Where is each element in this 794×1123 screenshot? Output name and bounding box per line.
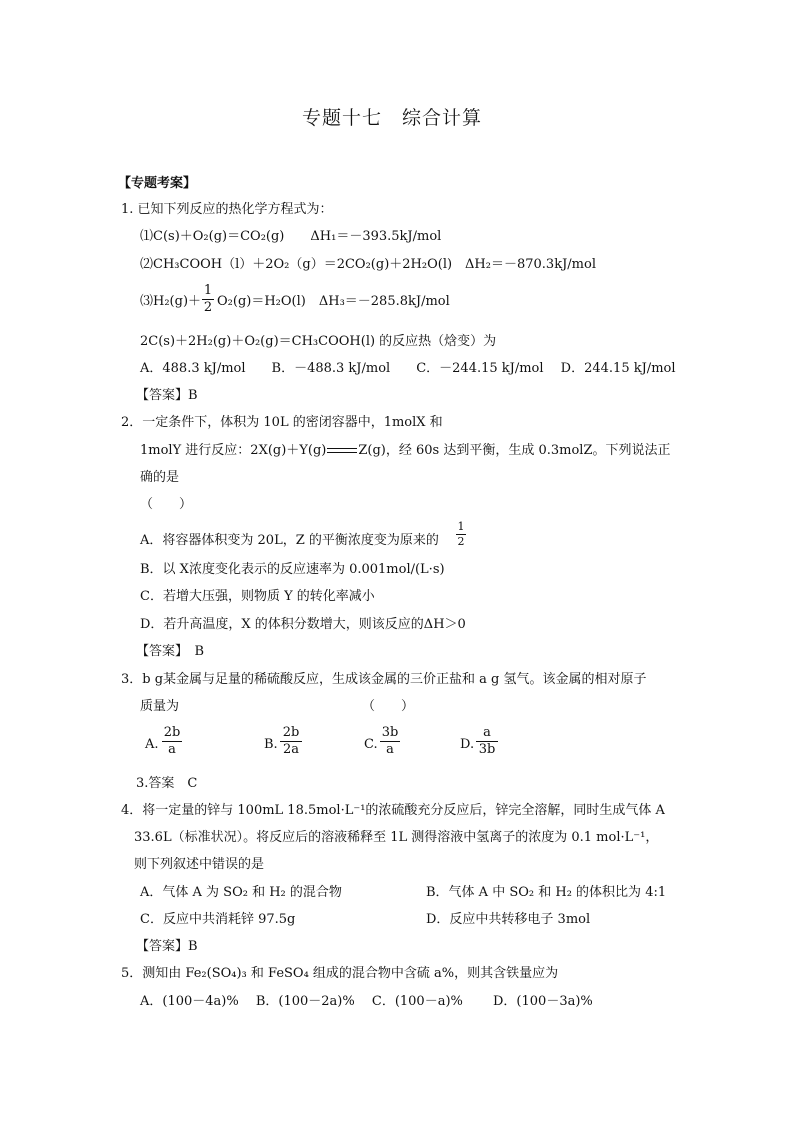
q3-answer: 3.答案 C xyxy=(136,776,198,791)
fraction-numerator: 1 xyxy=(203,283,213,298)
q4-line-3: 则下列叙述中错误的是 xyxy=(134,857,265,872)
fraction-denominator: 2a xyxy=(282,742,300,757)
q3-option-d-fraction xyxy=(476,726,498,757)
q3-option-c-label: C. xyxy=(364,737,378,752)
q2-answer-paren: （ ） xyxy=(140,497,193,512)
q1-equation-2: ⑵CH₃COOH（l）＋2O₂（g）＝2CO₂(g)＋2H₂O(l) ΔH₂＝－870.3kJ/mol xyxy=(140,257,596,272)
q4-line-1: 4．将一定量的锌与 100mL 18.5mol·L⁻¹的浓硫酸充分反应后，锌完全溶解，同时生成气体 A xyxy=(121,803,665,818)
q4-option-b: B．气体 A 中 SO₂ 和 H₂ 的体积比为 4:1 xyxy=(426,885,667,900)
q2-option-d: D．若升高温度，X 的体积分数增大，则该反应的ΔH＞0 xyxy=(140,617,466,632)
q4-answer: 【答案】B xyxy=(136,939,198,954)
q5-line-1: 5．测知由 Fe₂(SO₄)₃ 和 FeSO₄ 组成的混合物中含硫 a%，则其含铁量应为 xyxy=(121,966,559,981)
q2-option-b: B．以 X浓度变化表示的反应速率为 0.001mol/(L·s) xyxy=(140,562,445,577)
fraction-numerator: 3b xyxy=(381,725,399,740)
q1-options: A．488.3 kJ/mol B．－488.3 kJ/mol C．－244.15 kJ/mol D．244.15 kJ/mol xyxy=(140,361,676,376)
q1-stem: 1. 已知下列反应的热化学方程式为： xyxy=(121,202,333,217)
q2-line-2-part-a: 1molY 进行反应：2X(g)＋Y(g) xyxy=(140,443,327,458)
section-label: 【专题考案】 xyxy=(118,176,197,191)
q3-option-b-fraction xyxy=(280,726,302,757)
q1-answer: 【答案】B xyxy=(136,388,198,403)
q2-line-2 xyxy=(140,443,670,459)
q4-option-a: A．气体 A 为 SO₂ 和 H₂ 的混合物 xyxy=(140,885,342,900)
q3-option-a-label: A. xyxy=(145,737,159,752)
fraction-numerator: 2b xyxy=(282,725,300,740)
q1-equation-3-fraction xyxy=(202,284,214,315)
q1-equation-3-part-b: O₂(g)＝H₂O(l) ΔH₃＝－285.8kJ/mol xyxy=(217,294,450,309)
fraction-numerator: 2b xyxy=(163,725,181,740)
q2-line-1: 2．一定条件下，体积为 10L 的密闭容器中，1molX 和 xyxy=(121,415,443,430)
fraction-denominator: 2 xyxy=(457,535,465,548)
q4-line-2: 33.6L（标准状况）。将反应后的溶液稀释至 1L 测得溶液中氢离子的浓度为 0.1 mol·L⁻¹， xyxy=(134,830,659,845)
fraction-denominator: 3b xyxy=(478,742,496,757)
q2-answer: 【答案】 B xyxy=(136,644,205,659)
q3-option-b-label: B. xyxy=(264,737,278,752)
q5-options: A．(100－4a)% B．(100－2a)% C．(100－a)% D．(100－3a)% xyxy=(140,994,593,1009)
q1-equation-1: ⑴C(s)＋O₂(g)＝CO₂(g) ΔH₁＝－393.5kJ/mol xyxy=(140,229,442,244)
q1-target-equation: 2C(s)＋2H₂(g)＋O₂(g)＝CH₃COOH(l) 的反应热（焓变）为 xyxy=(140,334,497,349)
q2-line-3: 确的是 xyxy=(140,470,180,485)
q3-option-a-fraction xyxy=(162,726,182,757)
q2-option-a: A．将容器体积变为 20L，Z 的平衡浓度变为原来的 xyxy=(140,533,439,548)
q3-option-c-fraction xyxy=(380,726,400,757)
fraction-denominator: 2 xyxy=(203,300,213,315)
equilibrium-arrow-icon xyxy=(327,447,357,455)
fraction-numerator: a xyxy=(483,725,491,740)
fraction-denominator: a xyxy=(168,742,176,757)
q3-option-d-label: D. xyxy=(460,737,475,752)
q2-option-c: C．若增大压强，则物质 Y 的转化率减小 xyxy=(140,589,375,604)
q3-line-2: 质量为 xyxy=(140,699,180,714)
q3-answer-paren: （ ） xyxy=(362,699,415,714)
q1-equation-3-part-a: ⑶H₂(g)＋ xyxy=(140,294,202,309)
page-title: 专题十七 综合计算 xyxy=(302,107,483,129)
fraction-numerator: 1 xyxy=(457,520,465,533)
q2-line-2-part-b: Z(g)，经 60s 达到平衡，生成 0.3molZ。下列说法正 xyxy=(358,443,671,458)
fraction-denominator: a xyxy=(386,742,394,757)
q2-option-a-fraction xyxy=(456,521,466,548)
q3-line-1: 3．b g某金属与足量的稀硫酸反应，生成该金属的三价正盐和 a g 氢气。该金属的相对原子 xyxy=(121,672,647,687)
q4-option-c: C．反应中共消耗锌 97.5g xyxy=(140,912,296,927)
q4-option-d: D．反应中共转移电子 3mol xyxy=(426,912,591,927)
